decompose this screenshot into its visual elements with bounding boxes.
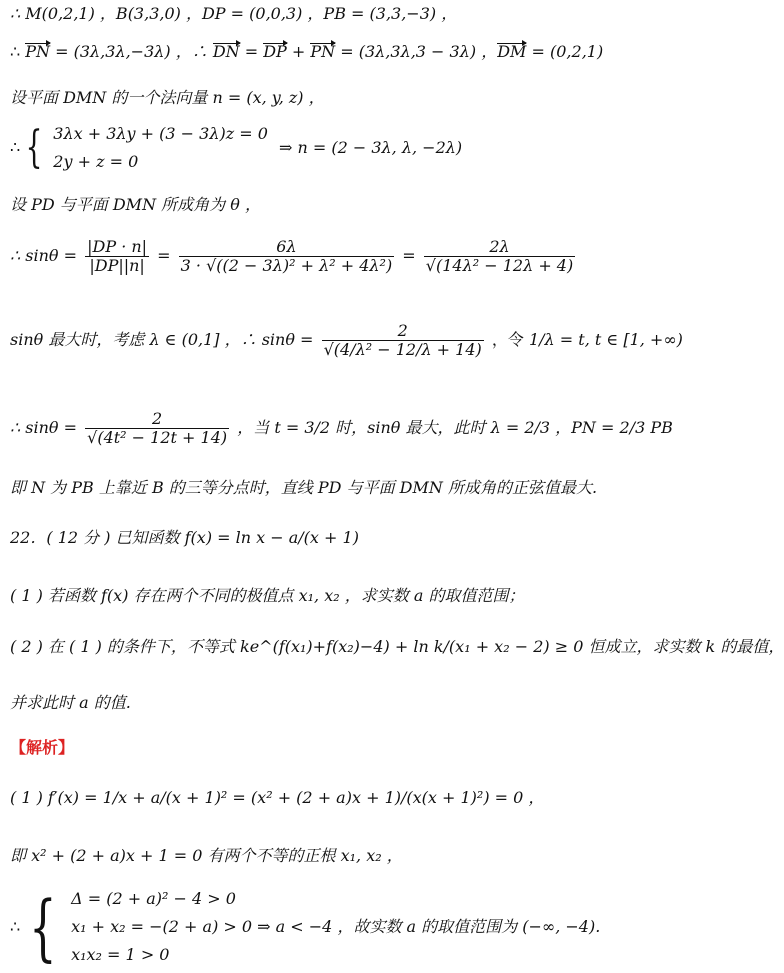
line-part-2-cont: 并求此时 a 的值. xyxy=(10,693,131,712)
line-quadratic: 即 x² + (2 + a)x + 1 = 0 有两个不等的正根 x₁, x₂ ， xyxy=(10,846,403,865)
line-normal-vector: 设平面 DMN 的一个法向量 n = (x, y, z) ， xyxy=(10,88,325,107)
line-sin-t: ∴ sinθ = $\frac{2}{\text{√(4t² − 12t + 14)}}$ ，当 t = 3/2 时，sinθ 最大，此时 λ = 2/3 ，PN = 2/3 PB xyxy=(10,409,673,447)
line-part-2: ( 2 ) 在 ( 1 ) 的条件下，不等式 ke^(f(x₁)+f(x₂)−4) + ln k/(x₁ + x₂ − 2) ≥ 0 恒成立，求实数 k 的最值， xyxy=(10,637,784,656)
line-sin-max: sinθ 最大时，考虑 λ ∈ (0,1] ，∴ sinθ = $\frac{2}{\text{√(4/λ² − 12/λ + 14)}}$ ，令 1/λ = t, t ∈ [1, +∞) xyxy=(10,321,683,359)
line-conclusion: 即 N 为 PB 上靠近 B 的三等分点时，直线 PD 与平面 DMN 所成角的正弦值最大. xyxy=(10,478,598,497)
solution-heading: 【解析】 xyxy=(10,738,75,757)
line-part-1: ( 1 ) 若函数 f(x) 存在两个不同的极值点 x₁, x₂ ，求实数 a 的取值范围； xyxy=(10,586,525,605)
line-system-a: ∴ { Δ = (2 + a)² − 4 > 0 x₁ + x₂ = −(2 + a) > 0 ⇒ a < −4 ，故实数 a 的取值范围为 (−∞, −4). x₁x₂ = 1 > 0 xyxy=(10,885,601,969)
line-sin-formula: ∴ sinθ = $\frac{|DP \cdot n|}{|DP||n|}$ = $\frac{6\lambda}{\text{3 · √((2 − 3λ)² + λ² + 4λ²)}}$ = $\frac{2\lambda}{\text{√(14λ² − 12λ + 4)}}$ xyxy=(10,237,574,275)
line-derivative: ( 1 ) f′(x) = 1/x + a/(x + 1)² = (x² + (2 + a)x + 1)/(x(x + 1)²) = 0 ， xyxy=(10,788,545,807)
line-system-normal: ∴ { 3λx + 3λy + (3 − 3λ)z = 0 2y + z = 0 ⇒ n = (2 − 3λ, λ, −2λ) xyxy=(10,122,463,173)
line-vectors: ∴ PN = (3λ,3λ,−3λ) ，∴ DN = DP + PN = (3λ,3λ,3 − 3λ) ，DM = (0,2,1) xyxy=(10,42,604,61)
line-problem-22: 22．( 12 分 ) 已知函数 f(x) = ln x − a/(x + 1) xyxy=(10,528,359,547)
line-coordinates: ∴ M(0,2,1) ，B(3,3,0) ，DP = (0,0,3) ，PB = (3,3,−3) ， xyxy=(10,4,458,23)
line-angle-def: 设 PD 与平面 DMN 所成角为 θ ， xyxy=(10,195,261,214)
